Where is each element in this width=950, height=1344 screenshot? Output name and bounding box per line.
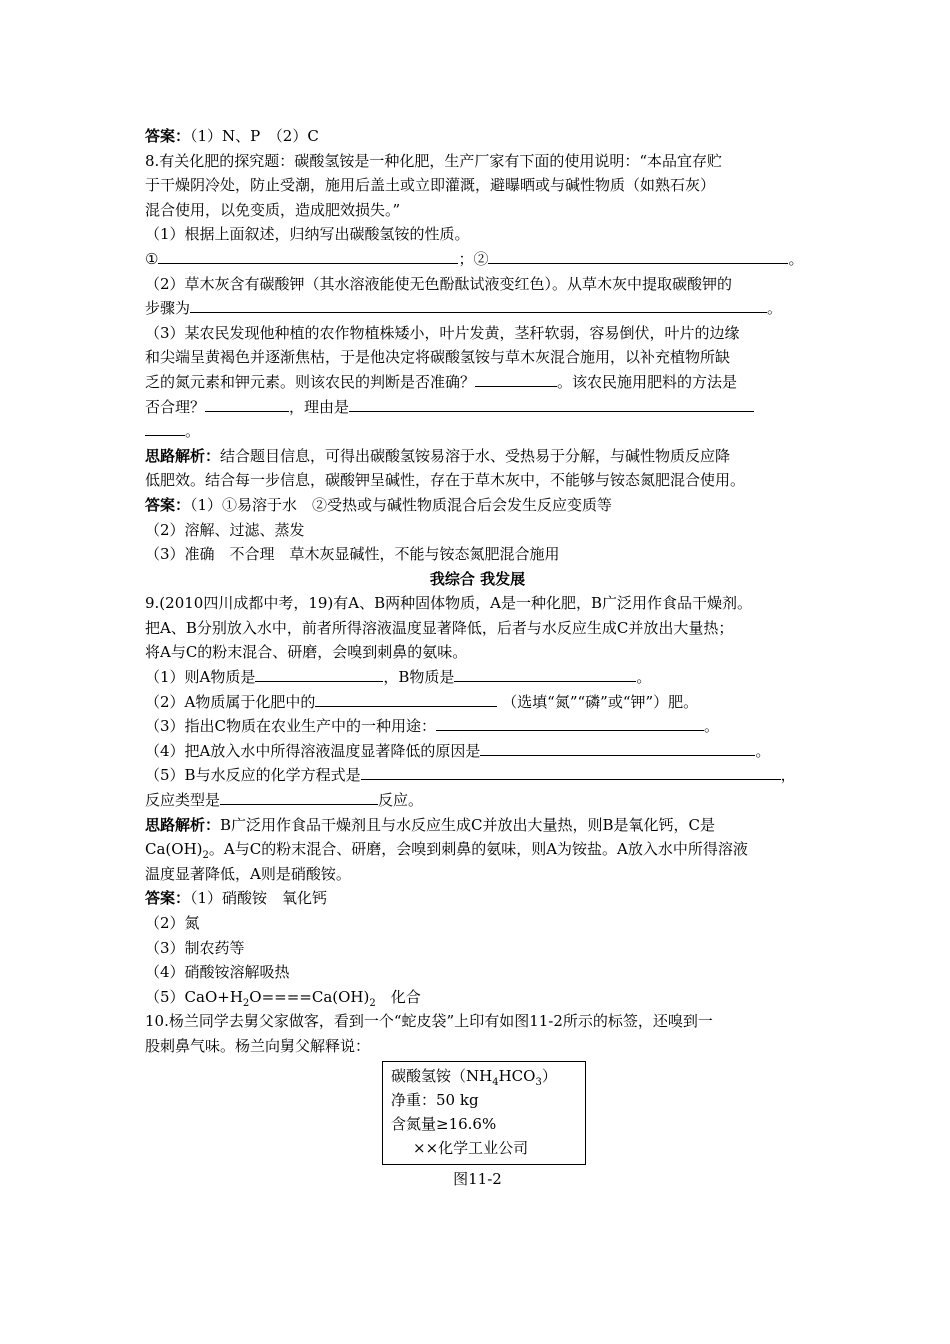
figure-caption: 图11-2: [453, 1169, 502, 1188]
q9-sub1: （1）则A物质是 ，B物质是 。: [145, 665, 810, 690]
q9-analysis-3: 温度显著降低，A则是硝酸铵。: [145, 864, 351, 883]
label-nitrogen-content: 含氮量≥16.6%: [391, 1114, 497, 1133]
answer-blank: [488, 247, 788, 264]
q8-answer-1: 答案：（1）①易溶于水 ②受热或与碱性物质混合后会发生反应变质等: [145, 495, 613, 514]
q9-sub4: （4）把A放入水中所得溶液温度显著降低的原因是 。: [145, 739, 810, 764]
q8-answer-2: （2）溶解、过滤、蒸发: [145, 520, 305, 539]
answer-blank: [349, 395, 754, 412]
q8-sub3-3: 乏的氮元素和钾元素。则该农民的判断是否准确？ 。该农民施用肥料的方法是: [145, 370, 810, 395]
q9-stem-2: 把A、B分别放入水中，前者所得溶液温度显著降低，后者与水反应生成C并放出大量热；: [145, 618, 734, 637]
fertilizer-label: [382, 1061, 586, 1165]
q10-stem-2: 股刺鼻气味。杨兰向舅父解释说：: [145, 1036, 371, 1055]
q9-stem-1: 9.(2010四川成都中考，19)有A、B两种固体物质，A是一种化肥，B广泛用作食品干燥剂。: [145, 594, 752, 613]
answer-blank: [315, 690, 497, 707]
q8-sub3-2: 和尖端呈黄褐色并逐渐焦枯，于是他决定将碳酸氢铵与草木灰混合施用，以补充植物所缺: [145, 348, 731, 367]
answer-blank: [255, 665, 383, 682]
q8-sub2-2: 步骤为 。: [145, 296, 810, 321]
answer-blank: [220, 788, 378, 805]
answer-blank: [190, 296, 767, 313]
q8-sub3-5: 。: [145, 419, 810, 444]
q10-stem-1: 10.杨兰同学去舅父家做客，看到一个“蛇皮袋”上印有如图11-2所示的标签，还嗅到一: [145, 1012, 713, 1031]
q9-answer-1: 答案：（1）硝酸铵 氧化钙: [145, 889, 328, 908]
q8-answer-3: （3）准确 不合理 草木灰显碱性，不能与铵态氮肥混合施用: [145, 545, 560, 564]
q9-sub2: （2）A物质属于化肥中的 （选填“氮”“磷”或“钾”）肥。: [145, 690, 810, 715]
answer-blank: [480, 739, 755, 756]
q9-answer-3: （3）制农药等: [145, 938, 245, 957]
answer-blank: [475, 370, 557, 387]
q9-stem-3: 将A与C的粉末混合、研磨，会嗅到刺鼻的氨味。: [145, 643, 468, 662]
answer-blank: [436, 714, 704, 731]
section-heading: 我综合 我发展: [429, 569, 526, 588]
document-page: [145, 124, 810, 1191]
q8-stem-3: 混合使用，以免变质，造成肥效损失。”: [145, 200, 401, 219]
q9-analysis-1: 思路解析：B广泛用作食品干燥剂且与水反应生成C并放出大量热，则B是氧化钙，C是: [145, 815, 716, 834]
answer-blank: [205, 395, 289, 412]
label-product-name: 碳酸氢铵$(NH_4HCO_3)$: [391, 1066, 557, 1088]
label-net-weight: 净重：50 kg: [391, 1090, 479, 1109]
q8-analysis-1: 思路解析：结合题目信息，可得出碳酸氢铵易溶于水、受热易于分解，与碱性物质反应降: [145, 446, 731, 465]
q8-sub3-1: （3）某农民发现他种植的农作物植株矮小，叶片发黄，茎秆软弱，容易倒伏，叶片的边缘: [145, 323, 740, 342]
label-company: ××化学工业公司: [413, 1138, 529, 1157]
q8-stem-1: 8.有关化肥的探究题：碳酸氢铵是一种化肥，生产厂家有下面的使用说明：“本品宜存贮: [145, 151, 722, 170]
answer-7: 答案：（1）N、P （2）C: [145, 127, 319, 145]
q9-sub5: （5）B与水反应的化学方程式是 ，: [145, 763, 810, 788]
answer-blank: [361, 763, 781, 780]
q8-sub1: （1）根据上面叙述，归纳写出碳酸氢铵的性质。: [145, 225, 470, 244]
q8-sub1-blanks: ① ；② 。: [145, 247, 810, 272]
q8-sub3-4: 否合理？ ，理由是: [145, 395, 810, 420]
q8-stem-2: 于干燥阴冷处，防止受潮，施用后盖土或立即灌溉，避曝晒或与碱性物质（如熟石灰）: [145, 176, 716, 195]
answer-blank: [158, 247, 458, 264]
q8-analysis-2: 低肥效。结合每一步信息，碳酸钾呈碱性，存在于草木灰中，不能够与铵态氮肥混合使用。: [145, 471, 746, 490]
q9-analysis-2: $Ca(OH)_2$。A与C的粉末混合、研磨，会嗅到刺鼻的氨味，则A为铵盐。A放入水中所得溶液: [145, 840, 748, 862]
q9-sub6: 反应类型是 反应。: [145, 788, 810, 813]
q8-sub2-1: （2）草木灰含有碳酸钾（其水溶液能使无色酚酞试液变红色）。从草木灰中提取碳酸钾的: [145, 274, 733, 293]
q9-answer-4: （4）硝酸铵溶解吸热: [145, 963, 290, 982]
answer-blank: [454, 665, 636, 682]
q9-answer-5: $(5)CaO+H_2O====Ca(OH)_2$ 化合: [145, 987, 421, 1009]
q9-sub3: （3）指出C物质在农业生产中的一种用途： 。: [145, 714, 810, 739]
q9-answer-2: （2）氮: [145, 914, 200, 932]
answer-blank: [145, 419, 185, 436]
